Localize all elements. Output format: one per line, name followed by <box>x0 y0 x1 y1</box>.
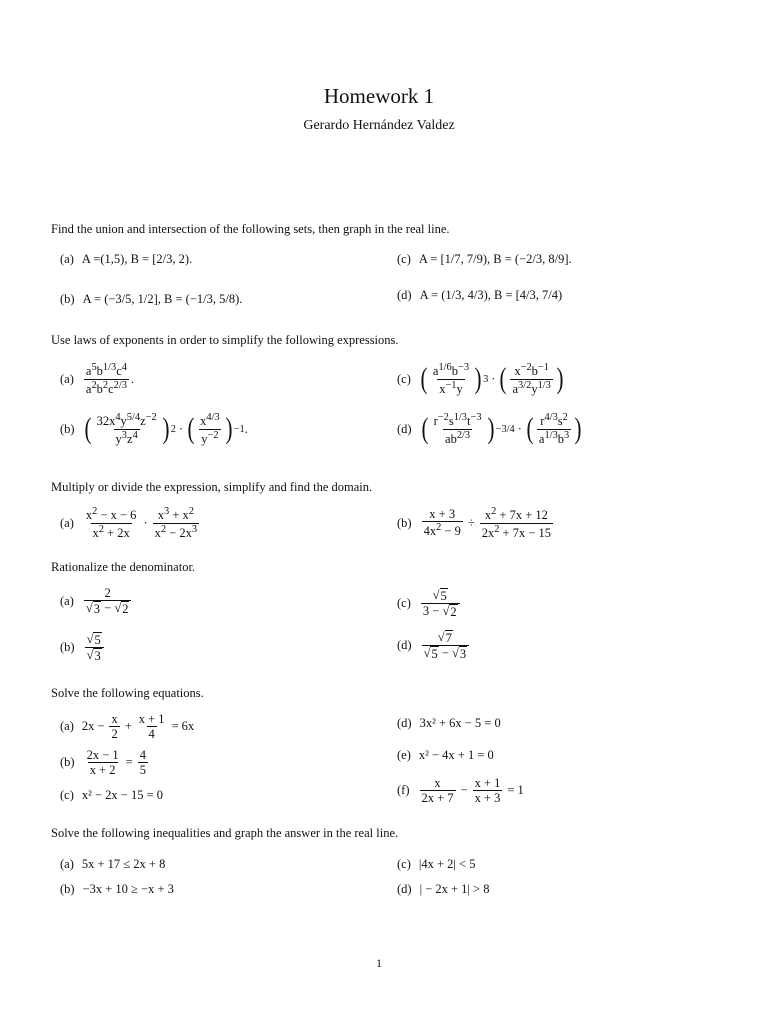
problem-label: (a) <box>60 593 74 608</box>
problem-label: (b) <box>60 292 75 306</box>
problem-label: (b) <box>60 755 75 770</box>
problem-rationalize-a <box>60 586 133 617</box>
math-expression: 2x − $\frac{x}{2}$ + $\frac{x + 1}{4}$ = 6x <box>81 712 195 742</box>
problem-label: (a) <box>60 857 74 871</box>
problem-rational-b <box>397 506 555 540</box>
problem-label: (c) <box>60 788 74 802</box>
page-number: 1 <box>376 956 382 970</box>
problem-exponents-c <box>397 362 565 396</box>
instruction-rationalize: Rationalize the denominator. <box>51 560 196 574</box>
math-expression: ( $\frac{a^{1/6}b^{-3}}{x^{-1}y}$ ) 3 · ( $\frac{x^{-2}b^{-1}}{a^{3/2}y^{1/3}}$ ) <box>420 362 564 396</box>
problem-rational-a <box>60 506 201 540</box>
problem-label: (a) <box>60 515 74 530</box>
math-expression: 2 √ 3 − √ 2 <box>82 586 134 617</box>
instruction-sets: Find the union and intersection of the following sets, then graph in the real line. <box>51 222 450 236</box>
instruction-exponents: Use laws of exponents in order to simplify the following expressions. <box>51 333 399 347</box>
math-expression: x² − 4x + 1 = 0 <box>418 748 494 762</box>
problem-label: (c) <box>397 857 411 871</box>
math-expression: √ 7 √ 5 − √ 3 <box>420 630 472 662</box>
problem-label: (f) <box>397 783 410 798</box>
problem-label: (c) <box>397 371 411 386</box>
author-name: Gerardo Hernández Valdez <box>303 118 455 133</box>
math-expression: 3x² + 6x − 5 = 0 <box>419 716 501 730</box>
problem-label: (c) <box>397 596 411 611</box>
problem-label: (e) <box>397 748 411 762</box>
problem-equations-e <box>397 748 494 763</box>
problem-equations-d <box>397 716 501 731</box>
problem-label: (a) <box>60 252 74 266</box>
math-expression: A = (−3/5, 1/2], B = (−1/3, 5/8). <box>82 292 243 306</box>
problem-sets-c <box>397 252 572 267</box>
problem-inequalities-d <box>397 882 489 897</box>
page-title: Homework 1 <box>323 84 435 108</box>
problem-rationalize-d <box>397 630 471 662</box>
math-expression: | − 2x + 1| > 8 <box>419 882 490 896</box>
math-expression: A =(1,5), B = [2/3, 2). <box>81 252 193 266</box>
problem-equations-b <box>60 748 150 778</box>
problem-label: (b) <box>60 640 75 655</box>
math-expression: $\frac{x}{2x + 7}$ − $\frac{x + 1}{x + 3}$ = 1 <box>421 776 524 806</box>
problem-equations-c <box>60 788 163 803</box>
problem-inequalities-a <box>60 857 165 872</box>
problem-label: (d) <box>397 882 412 896</box>
math-expression: 5x + 17 ≤ 2x + 8 <box>81 857 166 871</box>
math-expression: $\frac{2x - 1}{x + 2}$ = $\frac{4}{5}$ <box>86 748 146 778</box>
problem-label: (b) <box>60 882 75 896</box>
problem-label: (d) <box>397 288 412 302</box>
math-expression: ( $\frac{r^{-2}s^{1/3}t^{-3}}{ab^{2/3}}$ ) −3/4 · ( $\frac{r^{4/3}s^2}{a^{1/3}b^3}$ ) <box>421 412 582 446</box>
math-expression: A = (1/3, 4/3), B = [4/3, 7/4) <box>419 288 563 302</box>
problem-equations-a <box>60 712 194 742</box>
problem-sets-b <box>60 292 242 307</box>
problem-label: (a) <box>60 371 74 386</box>
instruction-inequalities: Solve the following inequalities and graph the answer in the real line. <box>51 826 399 840</box>
problem-exponents-a <box>60 362 134 396</box>
problem-exponents-b <box>60 412 248 446</box>
problem-label: (b) <box>60 421 75 436</box>
problem-label: (c) <box>397 252 411 266</box>
math-expression: √ 5 √ 3 <box>83 632 106 664</box>
problem-rationalize-b <box>60 632 106 664</box>
math-expression: $\frac{a^5b^{1/3}c^4}{a^2b^2c^{2/3}}$ . <box>85 362 135 396</box>
math-expression: x² − 2x − 15 = 0 <box>81 788 164 802</box>
math-expression: −3x + 10 ≥ −x + 3 <box>82 882 174 896</box>
instruction-equations: Solve the following equations. <box>51 686 204 700</box>
problem-sets-a <box>60 252 192 267</box>
problem-equations-f <box>397 776 524 806</box>
math-expression: |4x + 2| < 5 <box>418 857 476 871</box>
instruction-rational: Multiply or divide the expression, simplify and find the domain. <box>51 480 373 494</box>
math-expression: A = [1/7, 7/9), B = (−2/3, 8/9]. <box>418 252 572 266</box>
problem-exponents-d <box>397 412 583 446</box>
math-expression: $\frac{x + 3}{4x^2 - 9}$ ÷ $\frac{x^2 + 7x + 12}{2x^2 + 7x - 15}$ <box>423 506 552 540</box>
math-expression: √ 5 3 − √ 2 <box>419 588 462 620</box>
problem-label: (b) <box>397 515 412 530</box>
problem-sets-d <box>397 288 562 303</box>
problem-rationalize-c <box>397 588 462 620</box>
problem-label: (a) <box>60 719 74 734</box>
problem-label: (d) <box>397 638 412 653</box>
problem-inequalities-c <box>397 857 475 872</box>
math-expression: ( $\frac{32x^4y^{5/4}z^{-2}}{y^3z^4}$ ) 2 · ( $\frac{x^{4/3}}{y^{-2}}$ ) −1 . <box>84 412 248 446</box>
math-expression: $\frac{x^2 - x - 6}{x^2 + 2x}$ · $\frac{x^3 + x^2}{x^2 - 2x^3}$ <box>85 506 198 540</box>
problem-label: (d) <box>397 421 412 436</box>
problem-inequalities-b <box>60 882 174 897</box>
problem-label: (d) <box>397 716 412 730</box>
